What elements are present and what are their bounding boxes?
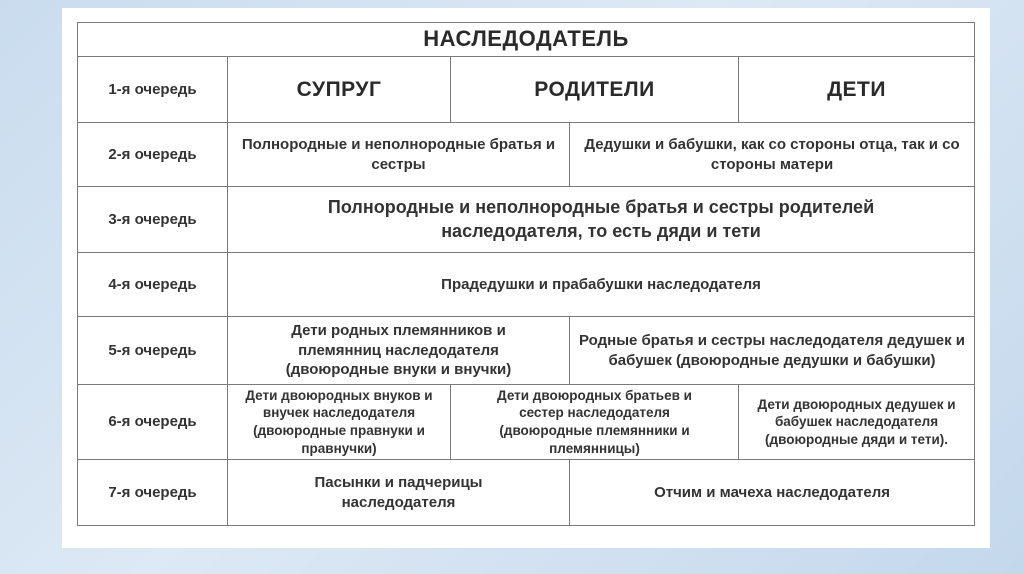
cell-siblings: Полнородные и неполнородные братья и сестры: [228, 123, 570, 187]
inheritance-table: [77, 22, 975, 526]
row-label: 7-я очередь: [78, 460, 228, 526]
table-row: [78, 123, 975, 187]
table-header-row: [78, 23, 975, 57]
row-label: 4-я очередь: [78, 253, 228, 317]
cell-great-grandnephews: Дети двоюродных внуков и внучек наследодателя (двоюродные правнуки и правнучки): [228, 385, 451, 460]
cell-stepchildren: Пасынки и падчерицы наследодателя: [228, 460, 570, 526]
row-label: 5-я очередь: [78, 317, 228, 385]
cell-grandnephews: Дети родных племянников и племянниц наследодателя (двоюродные внуки и внучки): [228, 317, 570, 385]
cell-parents: РОДИТЕЛИ: [451, 57, 739, 123]
cell-great-grandparents: Прадедушки и прабабушки наследодателя: [228, 253, 975, 317]
cell-uncles-aunts: Полнородные и неполнородные братья и сестры родителей наследодателя, то есть дяди и тети: [228, 187, 975, 253]
cell-grandparents: Дедушки и бабушки, как со стороны отца, так и со стороны матери: [570, 123, 975, 187]
table-row: [78, 253, 975, 317]
cell-spouse: СУПРУГ: [228, 57, 451, 123]
table-row: [78, 187, 975, 253]
table-title: НАСЛЕДОДАТЕЛЬ: [78, 23, 975, 57]
cell-great-uncles: Родные братья и сестры наследодателя дедушек и бабушек (двоюродные дедушки и бабушки): [570, 317, 975, 385]
row-label: 6-я очередь: [78, 385, 228, 460]
table-row: [78, 460, 975, 526]
table-row: [78, 385, 975, 460]
row-label: 3-я очередь: [78, 187, 228, 253]
cell-stepparents: Отчим и мачеха наследодателя: [570, 460, 975, 526]
table-row: [78, 57, 975, 123]
cell-first-cousins-children: Дети двоюродных братьев и сестер наследодателя (двоюродные племянники и племянницы): [451, 385, 739, 460]
cell-great-uncles-children: Дети двоюродных дедушек и бабушек наследодателя (двоюродные дяди и тети).: [739, 385, 975, 460]
table-row: [78, 317, 975, 385]
row-label: 1-я очередь: [78, 57, 228, 123]
row-label: 2-я очередь: [78, 123, 228, 187]
cell-children: ДЕТИ: [739, 57, 975, 123]
